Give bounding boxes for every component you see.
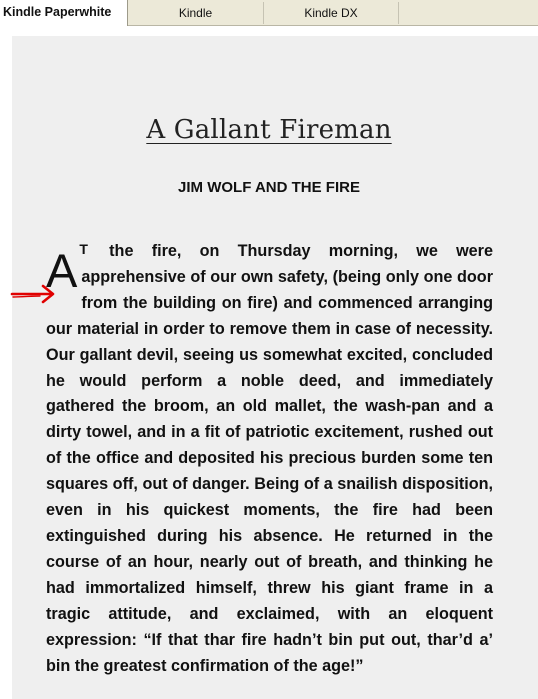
drop-cap-continuation: T — [79, 241, 88, 257]
chapter-paragraph — [46, 239, 493, 679]
paragraph-text: the fire, on Thursday morning, we were apprehensive of our own safety, (being only one door from the building on fire) and commenced arranging our material in order to remove them in case of necessity. Our gallant devil, seeing us somewhat excited, concluded he would perform a noble deed, and immediately gathered the broom, an old mallet, the wash-pan and a dirty towel, and in a fit of patriotic excitement, rushed out of the office and deposited his precious burden some ten squares off, out of danger. Being of a snailish disposition, even in his quickest moments, the fire had been extinguished during his absence. He returned in the course of an hour, nearly out of breath, and thinking he had immortalized himself, threw his giant frame in a tragic attitude, and exclaimed, with an eloquent expression: “If that thar fire hadn’t bin put out, thar’d a’ bin the greatest confirmation of the age!” — [46, 242, 493, 675]
tab-kindle[interactable]: Kindle — [128, 2, 264, 24]
device-tab-bar — [0, 0, 538, 26]
preview-frame — [0, 26, 538, 699]
tab-kindle-dx[interactable]: Kindle DX — [264, 2, 399, 24]
chapter-title: JIM WOLF AND THE FIRE — [178, 179, 360, 196]
red-arrow-icon — [10, 283, 56, 305]
book-page — [12, 36, 538, 699]
drop-cap: A — [46, 244, 78, 297]
book-title: A Gallant Fireman — [146, 115, 392, 145]
tab-kindle-paperwhite[interactable]: Kindle Paperwhite — [0, 0, 128, 26]
